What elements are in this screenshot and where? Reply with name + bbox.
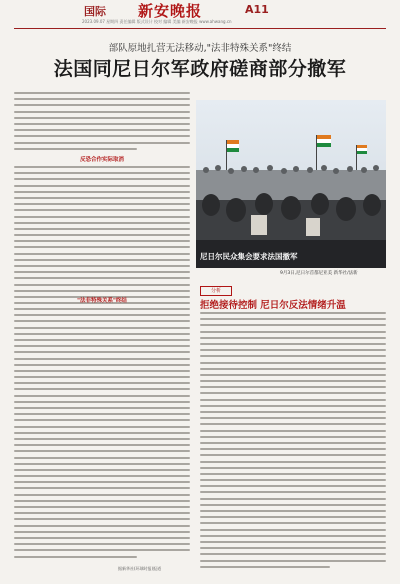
news-photo: [196, 100, 386, 268]
article-source: 据新华社(环球时报)报道: [118, 566, 162, 571]
page-number: A11: [245, 3, 269, 16]
lead-paragraph: [14, 92, 190, 154]
analysis-body: [200, 312, 386, 572]
masthead: 新安晚报: [138, 2, 203, 20]
body-text-2: [14, 308, 190, 562]
header-meta: 2023.09.07 星期四 责任编辑 版式设计 校对 编辑 美编 新安晚报 www.ahwang.cn: [82, 19, 232, 24]
photo-caption: 尼日尔民众集会要求法国撤军: [200, 252, 298, 261]
photo-credit: 9月3日,尼日尔首都尼亚美 新华社/法新: [280, 271, 358, 276]
article-kicker: 部队原地扎营无法移动,"法非特殊关系"终结: [108, 43, 292, 54]
body-text-1: [14, 166, 190, 315]
article-headline: 法国同尼日尔军政府磋商部分撤军: [53, 58, 347, 80]
section-label: 国际: [84, 5, 106, 18]
subhead-2: "法非特殊关系"终结: [77, 298, 127, 304]
analysis-badge: 分析: [200, 286, 232, 296]
page-header: [0, 0, 400, 30]
subhead-1: 反恐合作实际取消: [79, 157, 124, 163]
crowd-photo-illustration: [196, 100, 386, 268]
header-rule: [14, 28, 386, 29]
analysis-title: 拒绝接待控制 尼日尔反法情绪升温: [200, 300, 346, 311]
